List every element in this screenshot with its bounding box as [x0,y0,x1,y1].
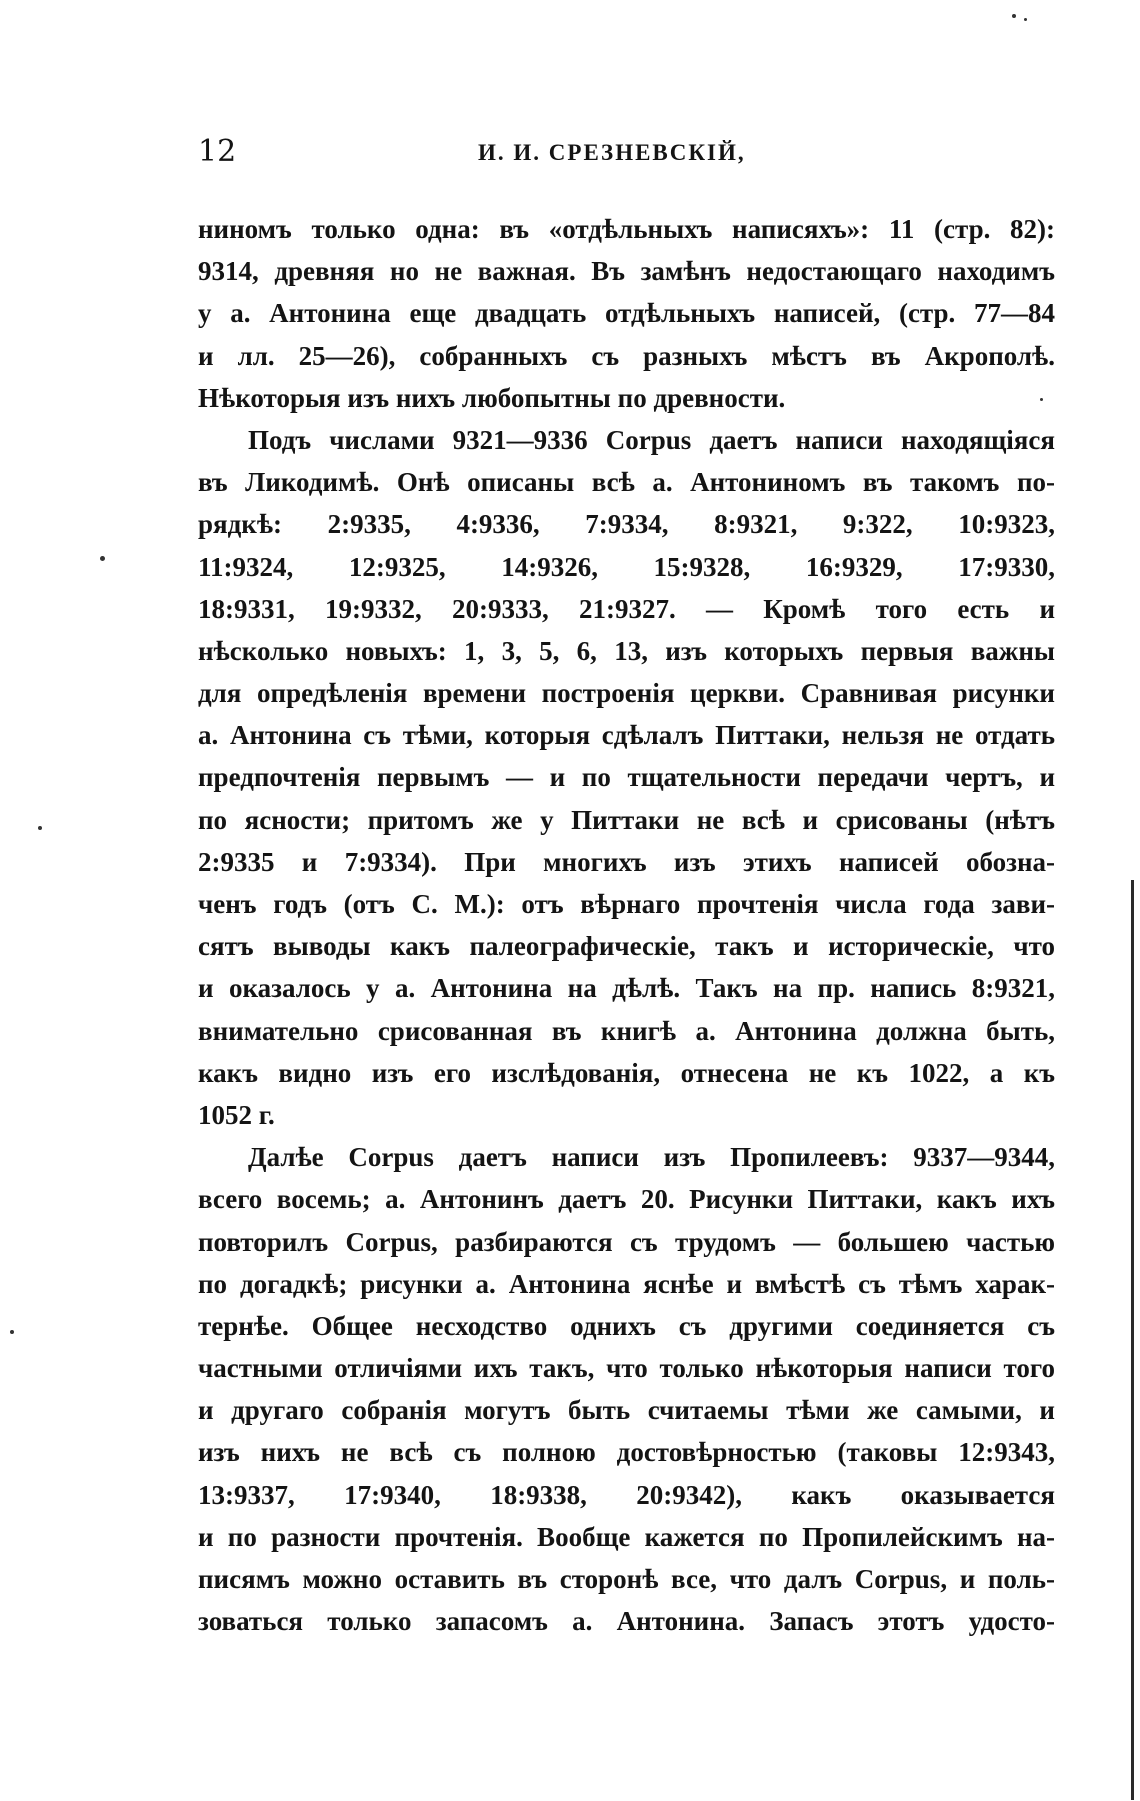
page-number: 12 [198,134,237,169]
text-line: изъ нихъ не всѣ съ полною достовѣрностью (таковы 12:9343, [198,1437,1055,1468]
text-line: и другаго собранія могутъ быть считаемы тѣми же самыми, и [198,1395,1055,1426]
text-line: 1052 г. [198,1099,275,1130]
text-line: и оказалось у а. Антонина на дѣлѣ. Такъ на пр. напись 8:9321, [198,973,1055,1004]
text-line: частными отличіями ихъ такъ, что только нѣкоторыя написи того [198,1353,1055,1384]
text-line: Далѣе Corpus даетъ написи изъ Пропилеевъ: 9337—9344, [248,1142,1055,1173]
text-line: зоваться только запасомъ а. Антонина. Запасъ этотъ удосто- [198,1606,1055,1637]
text-line: 9314, древняя но не важная. Въ замѣнъ недостающаго находимъ [198,256,1055,287]
text-line: Нѣкоторыя изъ нихъ любопытны по древности. [198,382,786,413]
text-line: сятъ выводы какъ палеографическіе, такъ и историческіе, что [198,931,1055,962]
text-line: всего восемь; а. Антонинъ даетъ 20. Рисунки Питтаки, какъ ихъ [198,1184,1055,1215]
text-line: ниномъ только одна: въ «отдѣльныхъ написяхъ»: 11 (стр. 82): [198,214,1055,244]
text-line: у а. Антонина еще двадцать отдѣльныхъ написей, (стр. 77—84 [198,298,1055,329]
scan-speck [1040,398,1043,401]
text-line: повторилъ Corpus, разбираются съ трудомъ — большею частью [198,1226,1055,1257]
text-line: 11:9324, 12:9325, 14:9326, 15:9328, 16:9329, 17:9330, [198,551,1055,582]
text-line: тернѣе. Общее несходство однихъ съ другими соединяется съ [198,1310,1055,1341]
scan-speck [10,1330,14,1334]
text-line: 13:9337, 17:9340, 18:9338, 20:9342), какъ оказывается [198,1479,1055,1510]
text-line: въ Ликодимѣ. Онѣ описаны всѣ а. Антониномъ въ такомъ по- [198,467,1055,498]
scan-speck [1024,18,1027,21]
text-line: писямъ можно оставить въ сторонѣ все, что далъ Corpus, и поль- [198,1564,1055,1594]
text-line: для опредѣленія времени построенія церкви. Сравнивая рисунки [198,678,1055,709]
text-line: внимательно срисованная въ книгѣ а. Антонина должна быть, [198,1015,1055,1046]
text-line: какъ видно изъ его изслѣдованія, отнесена не къ 1022, а къ [198,1057,1055,1088]
scan-speck [1012,14,1016,18]
scan-speck [38,826,42,830]
text-line: нѣсколько новыхъ: 1, 3, 5, 6, 13, изъ которыхъ первыя важны [198,635,1055,666]
text-line: а. Антонина съ тѣми, которыя сдѣлалъ Питтаки, нельзя не отдать [198,720,1055,751]
text-line: предпочтенія первымъ — и по тщательности передачи чертъ, и [198,762,1055,793]
text-line: 18:9331, 19:9332, 20:9333, 21:9327. — Кромѣ того есть и [198,593,1055,624]
text-line: и по разности прочтенія. Вообще кажется по Пропилейскимъ на- [198,1521,1055,1552]
running-title: И. И. СРЕЗНЕВСКІЙ, [478,140,746,165]
text-line: по догадкѣ; рисунки а. Антонина яснѣе и вмѣстѣ съ тѣмъ харак- [198,1268,1055,1299]
text-line: рядкѣ: 2:9335, 4:9336, 7:9334, 8:9321, 9:322, 10:9323, [198,509,1055,540]
scan-speck [100,556,105,561]
text-line: Подъ числами 9321—9336 Corpus даетъ написи находящіяся [248,424,1055,455]
page-edge-shadow [1131,880,1134,1800]
text-line: ченъ годъ (отъ С. М.): отъ вѣрнаго прочтенія числа года зави- [198,889,1055,919]
text-body [198,208,1055,1642]
text-line: и лл. 25—26), собранныхъ съ разныхъ мѣстъ въ Акрополѣ. [198,340,1055,371]
text-line: 2:9335 и 7:9334). При многихъ изъ этихъ написей обозна- [198,846,1055,877]
text-line: по ясности; притомъ же у Питтаки не всѣ и срисованы (нѣтъ [198,804,1055,835]
